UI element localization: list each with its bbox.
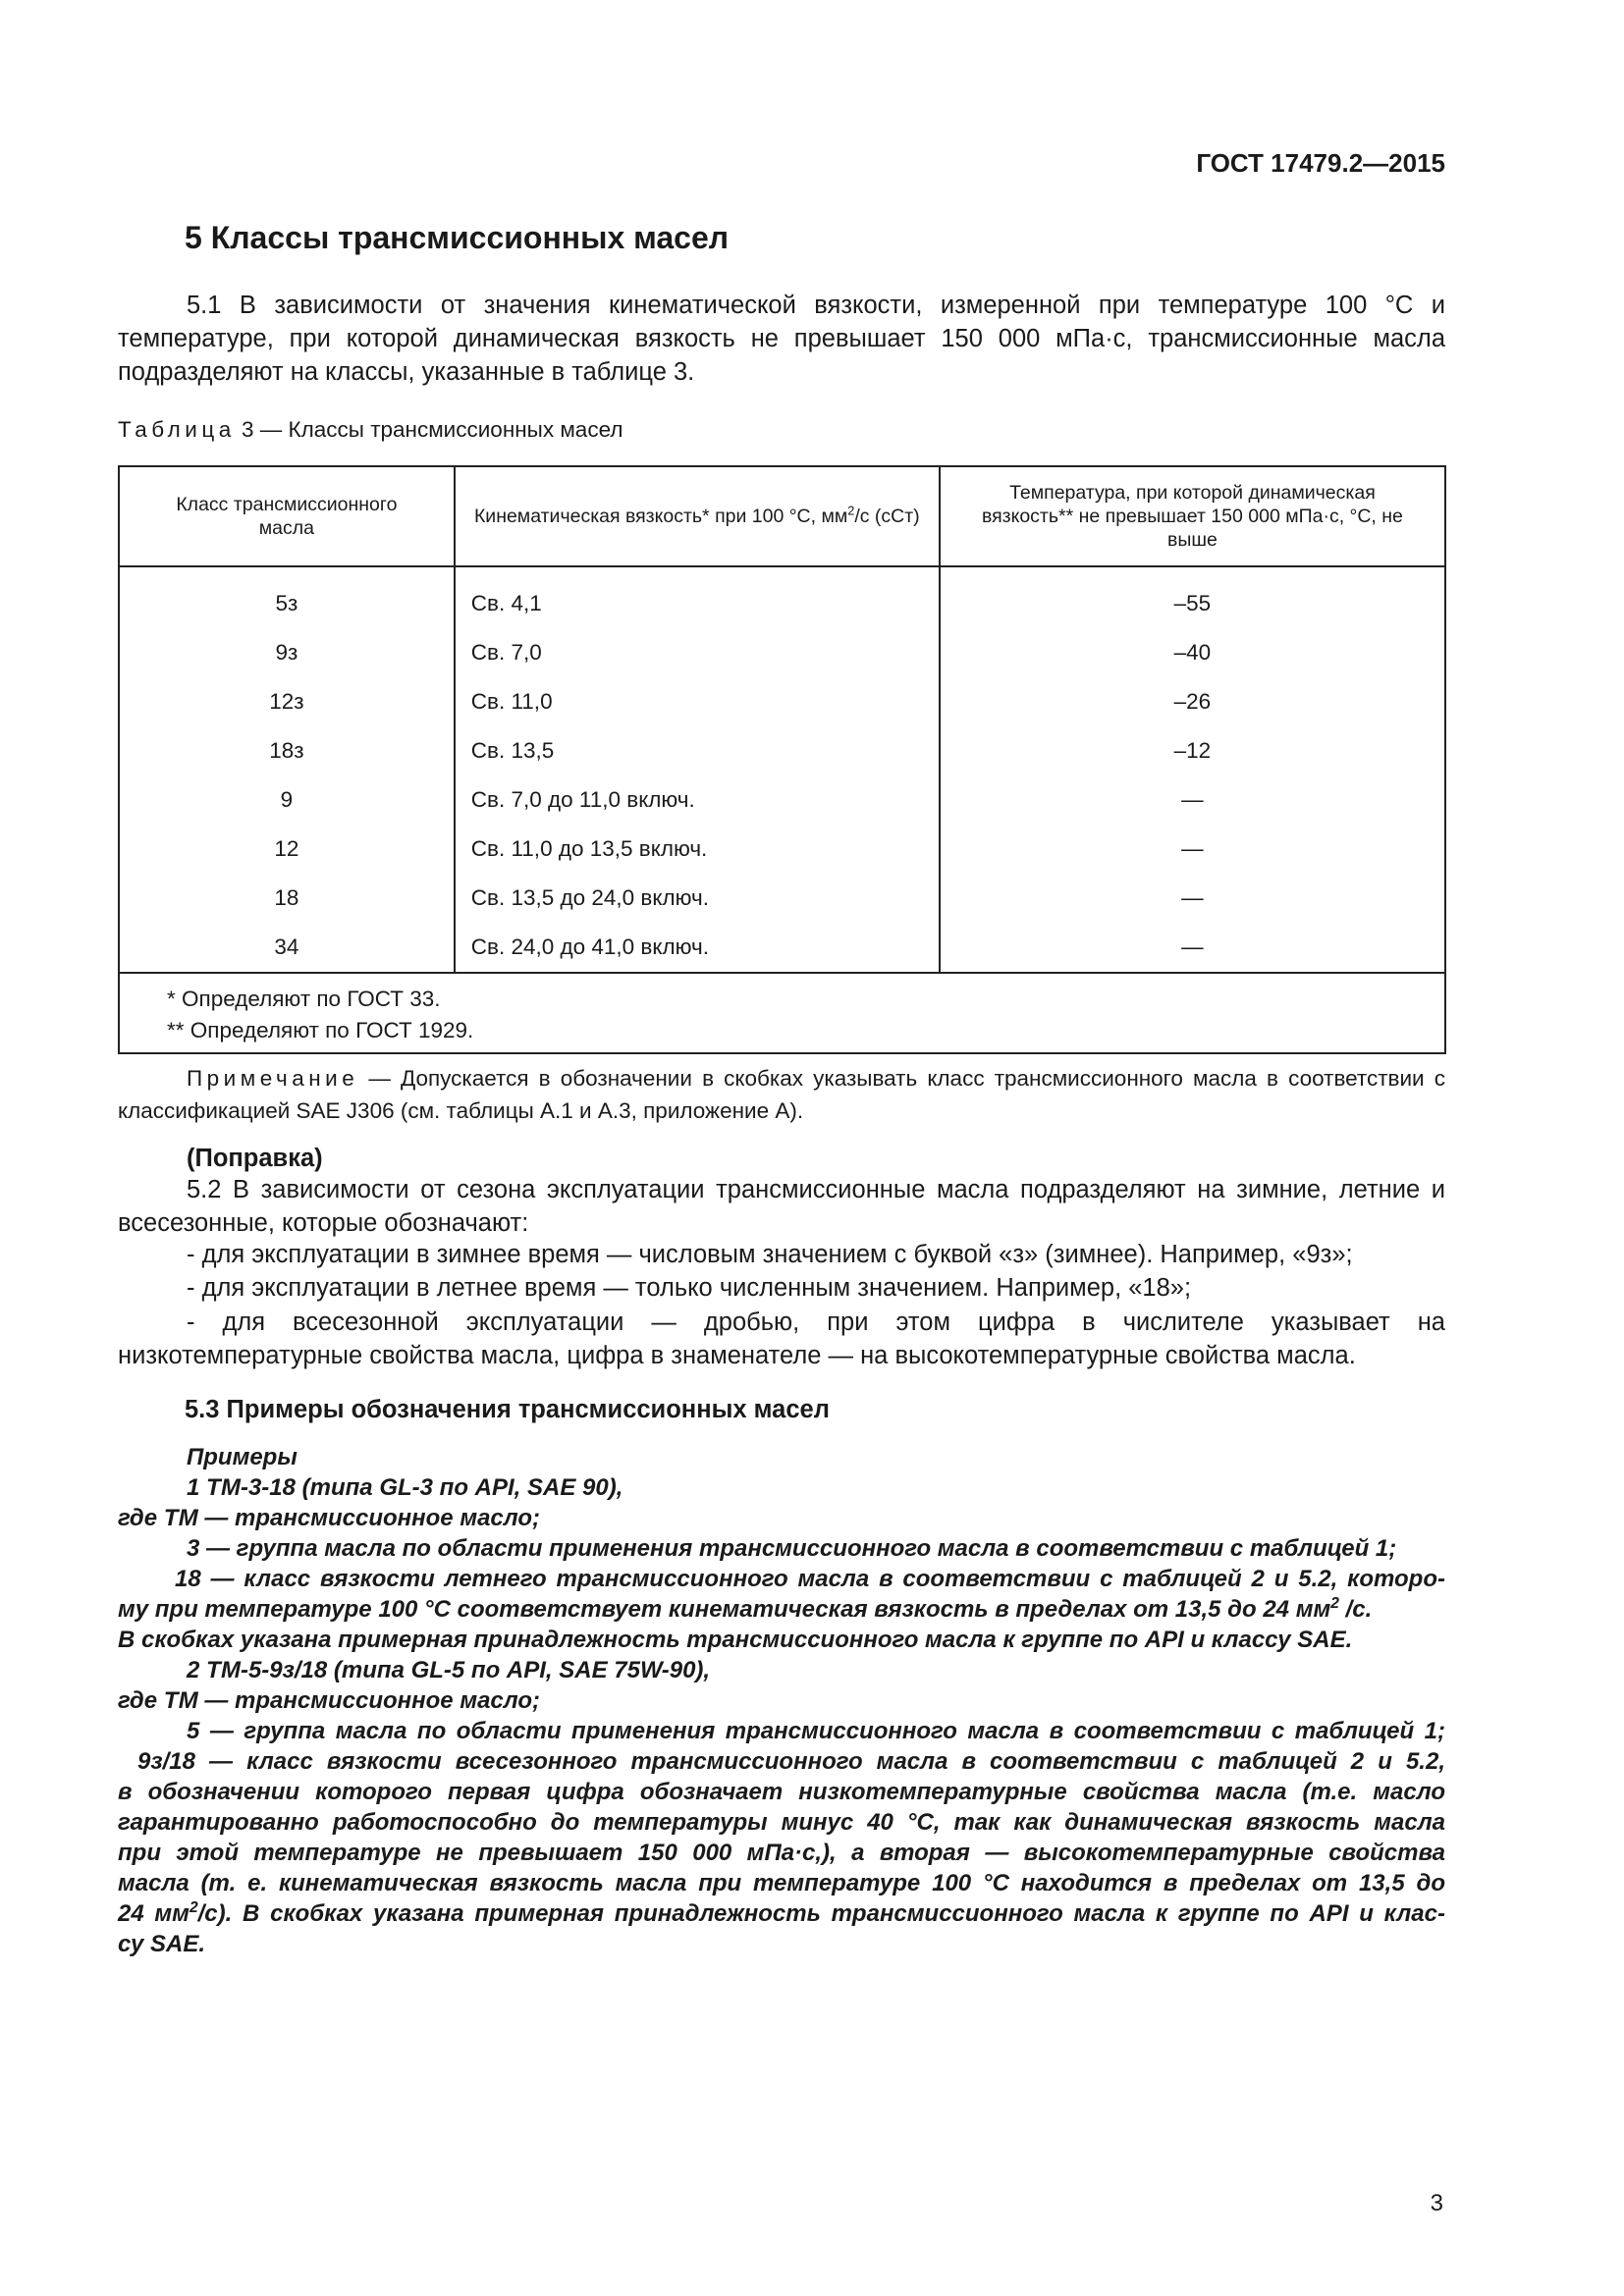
table-caption: Таблица 3 — Классы трансмиссионных масел (118, 417, 623, 442)
example-2-class-line5: масла (т. е. кинематическая вязкость масла при температуре 100 °С находится в пределах от 13,5 до (118, 1870, 1445, 1896)
example-1-class-line1: 18 — класс вязкости летнего трансмиссионного масла в соответствии с таблицей 2 и 5.2, которо- (175, 1566, 1445, 1592)
table-header-temperature: Температура, при которой динамическая вязкость** не превышает 150 000 мПа·с, °С, не выше (940, 466, 1445, 566)
example-2-class-line3: гарантированно работоспособно до температуры минус 40 °С, так как динамическая вязкость масла (118, 1809, 1445, 1836)
example-2-class-line6: 24 $мм^2/с$). В скобках указана примерная принадлежность трансмиссионного масла к группе по API и клас- (118, 1899, 1445, 1927)
bullet-allseason: - для всесезонной эксплуатации — дробью, при этом цифра в числителе указывает на низкотемпературные свойства масла, цифра в знаменателе — на высокотемпературные свойства масла. (118, 1308, 1445, 1369)
table-row: 12з Св. 11,0 –26 (119, 677, 1445, 726)
example-1-group: 3 — группа масла по области применения трансмиссионного масла в соответствии с таблицей 1; (187, 1535, 1397, 1562)
table-row: 9з Св. 7,0 –40 (119, 628, 1445, 677)
example-2-class-line1: 9з/18 — класс вязкости всесезонного трансмиссионного масла в соответствии с таблицей 2 и 5.2, (137, 1748, 1445, 1775)
document-header: ГОСТ 17479.2—2015 (1196, 148, 1445, 178)
subsection-title-5-3: 5.3 Примеры обозначения трансмиссионных масел (185, 1396, 830, 1423)
example-1-designation: 1 ТМ-3-18 (типа GL-3 по API, SAE 90), (187, 1474, 623, 1501)
table-row: 18 Св. 13,5 до 24,0 включ. — (119, 874, 1445, 923)
example-1-brackets: В скобках указана примерная принадлежность трансмиссионного масла к группе по API и классу SAE. (118, 1627, 1353, 1653)
bullet-winter: - для эксплуатации в зимнее время — числовым значением с буквой «з» (зимнее). Например, «9з»; (187, 1241, 1353, 1268)
table-row: 9 Св. 7,0 до 11,0 включ. — (119, 775, 1445, 825)
table-row: 18з Св. 13,5 –12 (119, 726, 1445, 775)
paragraph-5-1: 5.1 В зависимости от значения кинематической вязкости, измеренной при температуре 100 °С и температуре, при которой динамическая вязкость не превышает 150 000 мПа·с, трансмиссионные масла подразделяют на классы, указанные в таблице 3. (118, 292, 1445, 386)
examples-heading: Примеры (187, 1444, 298, 1470)
example-2-class-line4: при этой температуре не превышает 150 000 мПа·с,), а вторая — высокотемпературные свойства (118, 1840, 1445, 1866)
example-2-class-line7: су SAE. (118, 1931, 206, 1957)
bullet-summer: - для эксплуатации в летнее время — только численным значением. Например, «18»; (187, 1274, 1192, 1302)
table-row: 34 Св. 24,0 до 41,0 включ. — (119, 923, 1445, 973)
amendment-label: (Поправка) (187, 1145, 323, 1172)
table-note: Примечание — Допускается в обозначении в скобках указывать класс трансмиссионного масла в соответствии с классификацией SAE J306 (см. таблицы А.1 и А.3, приложение А). (118, 1066, 1445, 1123)
footnote-2: ** Определяют по ГОСТ 1929. (167, 1018, 474, 1042)
example-1-where: где ТМ — трансмиссионное масло; (118, 1505, 541, 1531)
paragraph-5-2: 5.2 В зависимости от сезона эксплуатации трансмиссионные масла подразделяют на зимние, летние и всесезонные, которые обозначают: (118, 1176, 1445, 1237)
example-2-group: 5 — группа масла по области применения трансмиссионного масла в соответствии с таблицей 1; (187, 1718, 1445, 1744)
table-row: 12 Св. 11,0 до 13,5 включ. — (119, 825, 1445, 874)
example-2-class-line2: в обозначении которого первая цифра обозначает низкотемпературные свойства масла (т.е. масло (118, 1779, 1445, 1805)
example-2-designation: 2 ТМ-5-9з/18 (типа GL-5 по API, SAE 75W-90), (187, 1657, 711, 1683)
page-number: 3 (1430, 2190, 1443, 2216)
table-header-viscosity: Кинематическая вязкость* при 100 °С, $мм^2/с$ (сСт) (455, 466, 940, 566)
table-header-class: Класс трансмиссионного масла (119, 466, 455, 566)
example-1-class-line2: му при температуре 100 °С соответствует кинематическая вязкость в пределах от 13,5 до 24 $мм^2$ /с. (118, 1595, 1373, 1623)
footnote-1: * Определяют по ГОСТ 33. (167, 987, 441, 1011)
table-footnotes (119, 973, 1445, 1053)
section-title: 5 Классы трансмиссионных масел (185, 220, 730, 255)
table-row: 5з Св. 4,1 –55 (119, 566, 1445, 628)
example-2-where: где ТМ — трансмиссионное масло; (118, 1687, 541, 1714)
table-3 (118, 465, 1446, 1054)
